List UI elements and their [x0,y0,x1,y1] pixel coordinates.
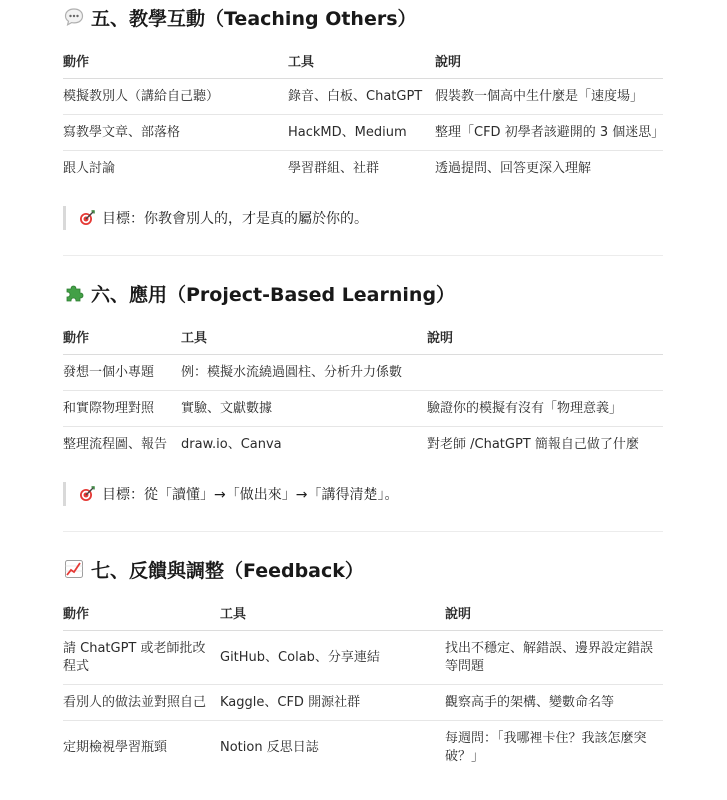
cell-tool: 學習群組、社群 [288,160,380,176]
speech-bubble-icon [63,6,85,28]
cell-description: 每週問：「我哪裡卡住？我該怎麼突破？」 [445,730,647,764]
cell-tool: 例：模擬水流繞過圓柱、分析升力係數 [181,355,427,391]
cell-description: 觀察高手的架構、變數命名等 [445,685,663,721]
header-action: 動作 [63,594,220,631]
cell-tool: HackMD、Medium [288,115,435,151]
header-tool: 工具 [220,594,445,631]
cell-description [427,355,663,391]
header-description: 說明 [427,318,663,355]
header-tool: 工具 [288,42,435,79]
section-title-text: 七、反饋與調整（Feedback） [91,559,364,582]
cell-action: 看別人的做法並對照自己 [63,685,220,721]
cell-tool: Notion 反思日誌 [220,739,319,755]
table-row [63,427,663,463]
section-title [63,278,455,308]
table-header-row [63,42,663,79]
section-divider [63,531,663,532]
section-title [63,2,417,32]
table-row [63,355,663,391]
project-table [63,318,663,463]
header-tool: 工具 [181,318,427,355]
goal-callout [63,482,398,506]
cell-action: 發想一個小專題 [63,355,181,391]
header-action: 動作 [63,42,288,79]
section-divider [63,255,663,256]
section-teaching-others [63,2,663,232]
table-row [63,721,663,775]
cell-action: 跟人討論 [63,160,116,176]
header-description: 說明 [435,42,663,79]
cell-tool: 實驗、文獻數據 [181,391,427,427]
table-row [63,79,663,115]
teaching-table [63,42,663,187]
cell-action: 定期檢視學習瓶頸 [63,739,168,755]
feedback-table [63,594,663,775]
header-action: 動作 [63,318,181,355]
cell-action: 整理流程圖、報告 [63,436,168,452]
goal-callout [63,206,368,230]
chart-increasing-icon [63,558,85,580]
cell-description: 找出不穩定、解錯誤、邊界設定錯誤等問題 [445,631,663,685]
table-row [63,115,663,151]
cell-description: 對老師 /ChatGPT 簡報自己做了什麼 [427,436,639,452]
goal-text: 目標：你教會別人的，才是真的屬於你的。 [102,211,368,227]
cell-description: 整理「CFD 初學者該避開的 3 個迷思」 [435,115,663,151]
table-row [63,151,663,187]
cell-action: 請 ChatGPT 或老師批改程式 [63,631,220,685]
table-row [63,631,663,685]
puzzle-piece-icon [63,282,85,304]
cell-action: 和實際物理對照 [63,391,181,427]
cell-tool: 錄音、白板、ChatGPT [288,79,435,115]
header-description: 說明 [445,594,663,631]
section-feedback [63,554,663,794]
table-row [63,685,663,721]
cell-action: 寫教學文章、部落格 [63,115,288,151]
cell-description: 驗證你的模擬有沒有「物理意義」 [427,391,663,427]
table-row [63,391,663,427]
section-title-text: 五、教學互動（Teaching Others） [91,7,417,30]
cell-tool: GitHub、Colab、分享連結 [220,631,445,685]
table-header-row [63,318,663,355]
table-header-row [63,594,663,631]
cell-tool: Kaggle、CFD 開源社群 [220,685,445,721]
cell-description: 假裝教一個高中生什麼是「速度場」 [435,79,663,115]
target-icon [78,209,96,227]
target-icon [78,485,96,503]
section-title-text: 六、應用（Project-Based Learning） [91,283,456,306]
cell-tool: draw.io、Canva [181,436,282,452]
cell-action: 模擬教別人（講給自己聽） [63,79,288,115]
goal-text: 目標：從「讀懂」→「做出來」→「講得清楚」。 [102,487,399,503]
section-title [63,554,364,584]
section-project-based-learning [63,278,663,508]
cell-description: 透過提問、回答更深入理解 [435,160,592,176]
